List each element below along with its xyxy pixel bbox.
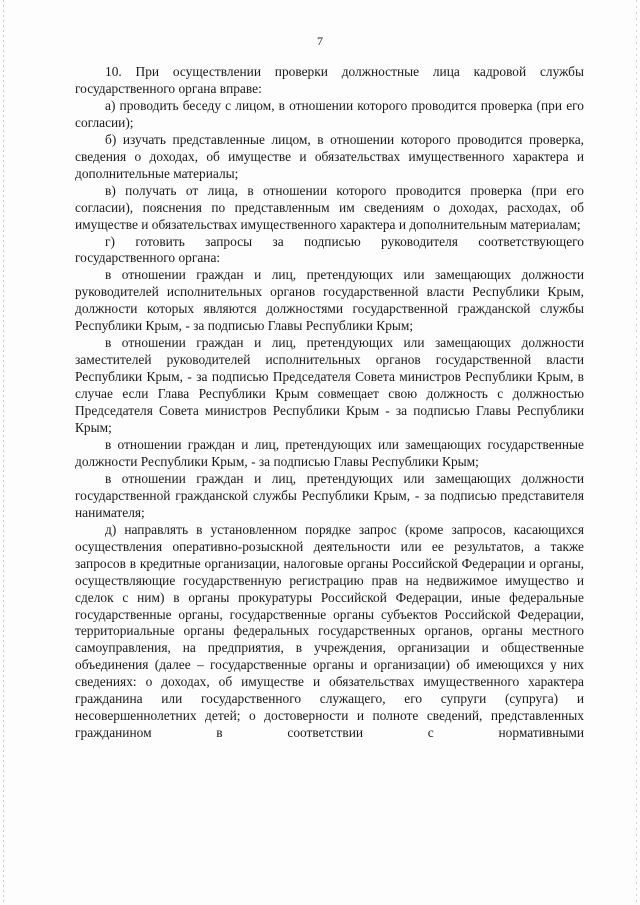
- paragraph-deputy-heads: в отношении граждан и лиц, претендующих или замещающих должности заместителей руководителей исполнительных органов государственной власти Республики Крым, - за подписью Председателя Совета министров Республики Крым, в случае если Глава Республики Крым совмещает свою должность с должностью Председателя Совета министров Республики Крым - за подписью Главы Республики Крым;: [75, 335, 584, 436]
- document-body: [75, 64, 584, 742]
- page-number: 7: [317, 34, 323, 48]
- paragraph-state-positions: в отношении граждан и лиц, претендующих или замещающих государственные должности Республики Крым, - за подписью Главы Республики Крым;: [75, 436, 584, 469]
- paragraph-item-b: б) изучать представленные лицом, в отношении которого проводится проверка, сведения о доходах, об имуществе и обязательствах имущественного характера и дополнительные материалы;: [75, 131, 584, 181]
- scan-edge-right: [636, 0, 637, 905]
- paragraph-executive-heads: в отношении граждан и лиц, претендующих или замещающих должности руководителей исполнительных органов государственной власти Республики Крым, должности которых являются должностями государственной гражданской службы Республики Крым, - за подписью Главы Республики Крым;: [75, 267, 584, 334]
- paragraph-item-g: г) готовить запросы за подписью руководителя соответствующего государственного органа:: [75, 233, 584, 266]
- scan-edge-left: [3, 0, 4, 905]
- paragraph-item-a: а) проводить беседу с лицом, в отношении которого проводится проверка (при его согласии);: [75, 97, 584, 130]
- paragraph-item-v: в) получать от лица, в отношении которого проводится проверка (при его согласии), пояснения по представленным им сведениям о доходах, расходах, об имуществе и обязательствах имущественного характера и дополнительным материалам;: [75, 182, 584, 232]
- paragraph-item-10: 10. При осуществлении проверки должностные лица кадровой службы государственного органа вправе:: [75, 64, 584, 96]
- paragraph-item-d: д) направлять в установленном порядке запрос (кроме запросов, касающихся осуществления оперативно-розыскной деятельности или ее результатов, а также запросов в кредитные организации, налоговые органы Российской Федерации и органы, осуществляющие государственную регистрацию прав на недвижимое имущество и сделок с ним) в органы прокуратуры Российской Федерации, иные федеральные государственные органы, государственные органы субъектов Российской Федерации, территориальные органы федеральных государственных органов, органы местного самоуправления, на предприятия, в учреждения, организации и общественные объединения (далее – государственные органы и организации) об имеющихся у них сведениях: о доходах, об имуществе и обязательствах имущественного характера гражданина или государственного служащего, его супруги (супруга) и несовершеннолетних детей; о достоверности и полноте сведений, представленных гражданином в соответствии с нормативными: [75, 521, 584, 741]
- paragraph-civil-service: в отношении граждан и лиц, претендующих или замещающих должности государственной гражданской службы Республики Крым, - за подписью представителя нанимателя;: [75, 470, 584, 520]
